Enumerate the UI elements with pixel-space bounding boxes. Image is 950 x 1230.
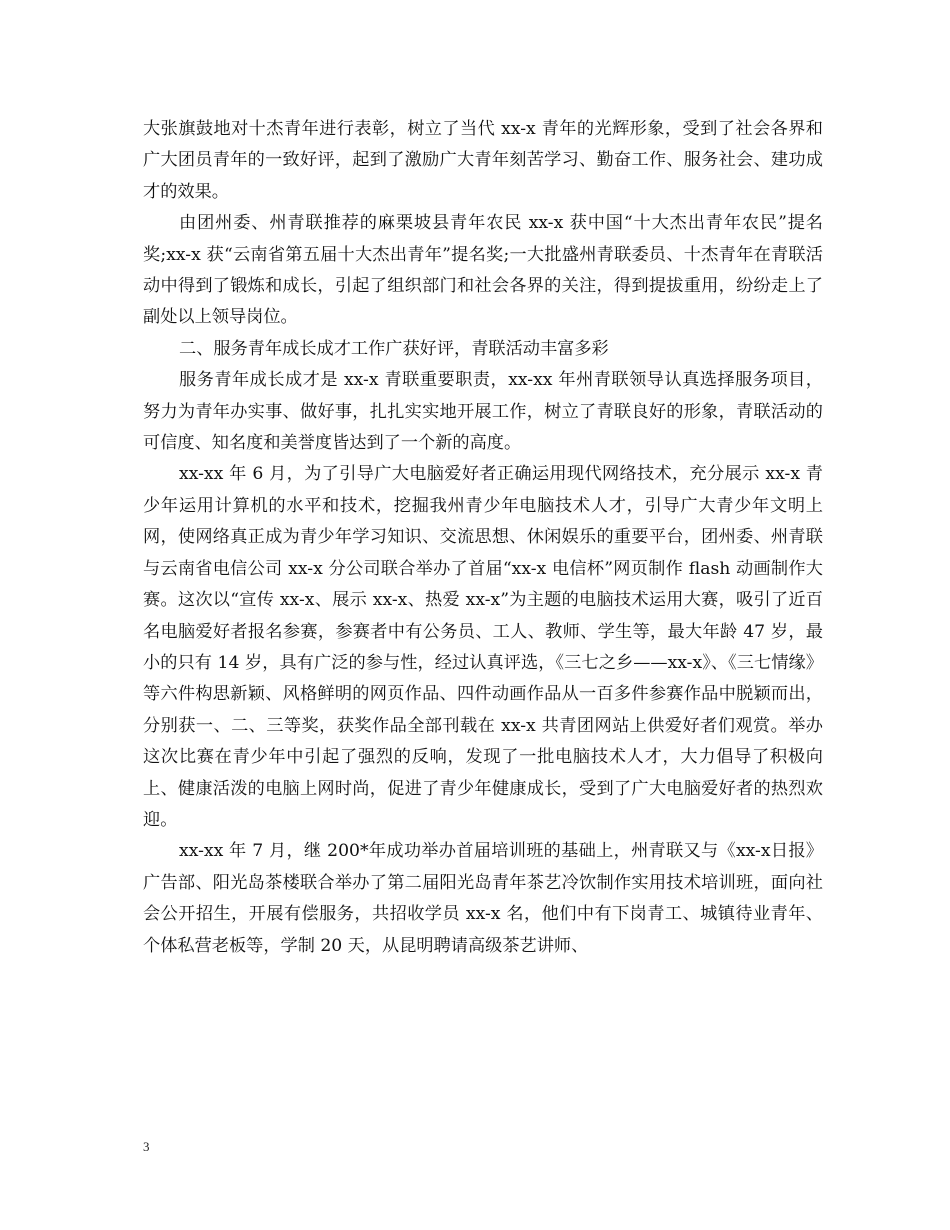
paragraph-2: 由团州委、州青联推荐的麻栗坡县青年农民 xx-x 获中国“十大杰出青年农民”提名奖;xx-x 获“云南省第五届十大杰出青年”提名奖;一大批盛州青联委员、十杰青年在青联活动中得到了锻炼和成长，引起了组织部门和社会各界的关注，得到提拔重用，纷纷走上了副处以上领导岗位。: [143, 213, 823, 328]
page-number: 3: [143, 1139, 150, 1154]
paragraph-5: xx-xx 年 7 月，继 200*年成功举办首届培训班的基础上，州青联又与《xx-x日报》广告部、阳光岛茶楼联合举办了第二届阳光岛青年茶艺冷饮制作实用技术培训班，面向社会公开招生，开展有偿服务，共招收学员 xx-x 名，他们中有下岗青工、城镇待业青年、个体私营老板等，学制 20 天，从昆明聘请高级茶艺讲师、: [143, 841, 823, 956]
paragraph-4: xx-xx 年 6 月，为了引导广大电脑爱好者正确运用现代网络技术，充分展示 xx-x 青少年运用计算机的水平和技术，挖掘我州青少年电脑技术人才，引导广大青少年文明上网，使网络真正成为青少年学习知识、交流思想、休闲娱乐的重要平台，团州委、州青联与云南省电信公司 xx-x 分公司联合举办了首届“xx-x 电信杯”网页制作 flash 动画制作大赛。这次以“宣传 xx-x、展示 xx-x、热爱 xx-x”为主题的电脑技术运用大赛，吸引了近百名电脑爱好者报名参赛，参赛者中有公务员、工人、教师、学生等，最大年龄 47 岁，最小的只有 14 岁，具有广泛的参与性，经过认真评选，《三七之乡——xx-x》、《三七情缘》等六件构思新颖、风格鲜明的网页作品、四件动画作品从一百多件参赛作品中脱颖而出，分别获一、二、三等奖，获奖作品全部刊载在 xx-x 共青团网站上供爱好者们观赏。举办这次比赛在青少年中引起了强烈的反响，发现了一批电脑技术人才，大力倡导了积极向上、健康活泼的电脑上网时尚，促进了青少年健康成长，受到了广大电脑爱好者的热烈欢迎。: [143, 464, 823, 830]
section-heading: 二、服务青年成长成才工作广获好评，青联活动丰富多彩: [179, 338, 609, 359]
paragraph-1: 大张旗鼓地对十杰青年进行表彰，树立了当代 xx-x 青年的光辉形象，受到了社会各界和广大团员青年的一致好评，起到了激励广大青年刻苦学习、勤奋工作、服务社会、建功成才的效果。: [143, 119, 823, 202]
paragraph-3: 服务青年成长成才是 xx-x 青联重要职责，xx-xx 年州青联领导认真选择服务项目，努力为青年办实事、做好事，扎扎实实地开展工作，树立了青联良好的形象，青联活动的可信度、知名度和美誉度皆达到了一个新的高度。: [143, 370, 823, 454]
document-body: [143, 114, 823, 962]
